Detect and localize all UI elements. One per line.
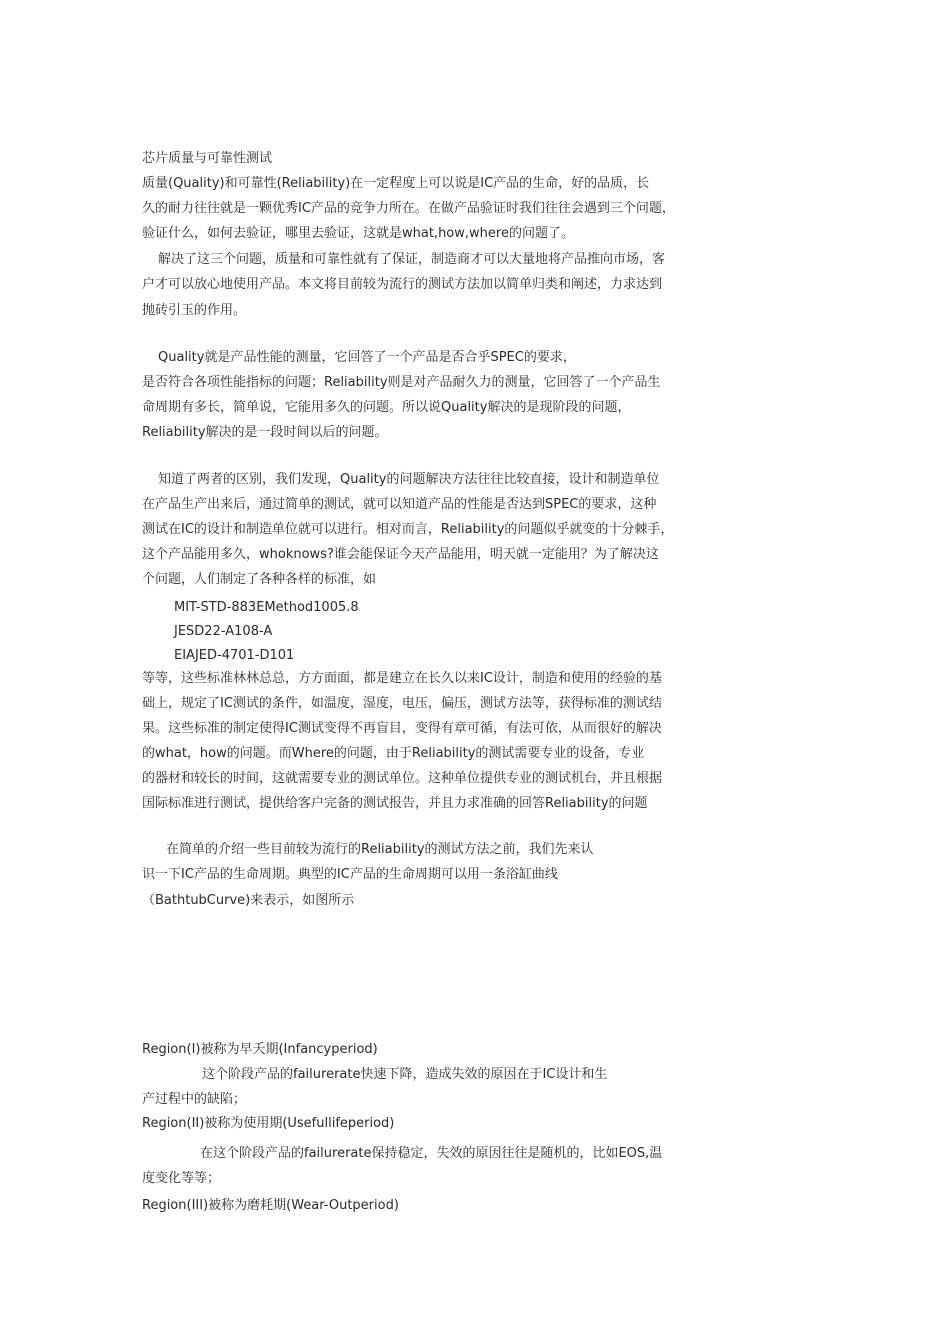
region-2-description: 在这个阶段产品的failurerate保持稳定，失效的原因往往是随机的，比如EOS,温 (200, 1146, 663, 1161)
standards-paragraph-line: 的器材和较长的时间，这就需要专业的测试单位。这种单位提供专业的测试机台，并且根据 (142, 771, 663, 786)
standards-paragraph-line: 等等，这些标准林林总总，方方面面，都是建立在长久以来IC设计，制造和使用的经验的基 (142, 671, 662, 686)
region-3-title: Region(III)被称为磨耗期(Wear-Outperiod) (142, 1198, 399, 1213)
quality-paragraph-line: 是否符合各项性能指标的问题；Reliability则是对产品耐久力的测量，它回答了一个产品生 (142, 375, 661, 390)
region-2-description: 度变化等等； (142, 1171, 221, 1186)
standards-paragraph-line: 国际标准进行测试，提供给客户完备的测试报告，并且力求准确的回答Reliability的问题 (142, 796, 648, 811)
standard-item: EIAJED-4701-D101 (174, 648, 295, 663)
region-1-description: 产过程中的缺陷； (142, 1092, 247, 1107)
standard-item: JESD22-A108-A (174, 624, 273, 639)
intro-line: 质量(Quality)和可靠性(Reliability)在一定程度上可以说是IC产品的生命，好的品质，长 (142, 176, 650, 191)
standard-item: MIT-STD-883EMethod1005.8 (174, 600, 359, 615)
quality-paragraph-line: 命周期有多长，简单说，它能用多久的问题。所以说Quality解决的是现阶段的问题， (142, 400, 631, 415)
region-1-title: Region(I)被称为早夭期(Infancyperiod) (142, 1042, 378, 1057)
intro-line: 久的耐力往往就是一颗优秀IC产品的竞争力所在。在做产品验证时我们往往会遇到三个问题， (142, 201, 675, 216)
difference-paragraph-line: 知道了两者的区别，我们发现，Quality的问题解决方法往往比较直接，设计和制造单位 (158, 472, 660, 487)
standards-paragraph-line: 的what，how的问题。而Where的问题，由于Reliability的测试需要专业的设备，专业 (142, 746, 645, 761)
document-title: 芯片质量与可靠性测试 (142, 151, 273, 166)
lifecycle-paragraph-line: 在简单的介绍一些目前较为流行的Reliability的测试方法之前，我们先来认 (166, 842, 594, 857)
quality-paragraph-line: Quality就是产品性能的测量，它回答了一个产品是否合乎SPEC的要求， (158, 350, 576, 365)
lifecycle-paragraph-line: （BathtubCurve)来表示，如图所示 (142, 893, 355, 908)
intro-line: 抛砖引玉的作用。 (142, 303, 247, 318)
standards-paragraph-line: 础上，规定了IC测试的条件，如温度，湿度，电压，偏压，测试方法等，获得标准的测试结 (142, 696, 662, 711)
quality-paragraph-line: Reliability解决的是一段时间以后的问题。 (142, 425, 388, 440)
difference-paragraph-line: 个问题，人们制定了各种各样的标准，如 (142, 572, 377, 587)
difference-paragraph-line: 测试在IC的设计和制造单位就可以进行。相对而言，Reliability的问题似乎就变的十分棘手， (142, 522, 674, 537)
standards-paragraph-line: 果。这些标准的制定使得IC测试变得不再盲目，变得有章可循，有法可依，从而很好的解决 (142, 721, 662, 736)
region-2-title: Region(II)被称为使用期(Usefullifeperiod) (142, 1116, 395, 1131)
region-1-description: 这个阶段产品的failurerate快速下降，造成失效的原因在于IC设计和生 (202, 1067, 608, 1082)
difference-paragraph-line: 在产品生产出来后，通过简单的测试，就可以知道产品的性能是否达到SPEC的要求，这种 (142, 497, 657, 512)
lifecycle-paragraph-line: 识一下IC产品的生命周期。典型的IC产品的生命周期可以用一条浴缸曲线 (142, 867, 558, 882)
intro-line: 验证什么，如何去验证，哪里去验证，这就是what,how,where的问题了。 (142, 226, 574, 241)
difference-paragraph-line: 这个产品能用多久，whoknows?谁会能保证今天产品能用，明天就一定能用？为了解决这 (142, 547, 659, 562)
intro-line: 户才可以放心地使用产品。本文将目前较为流行的测试方法加以简单归类和阐述，力求达到 (142, 277, 663, 292)
intro-line: 解决了这三个问题，质量和可靠性就有了保证，制造商才可以大量地将产品推向市场，客 (158, 252, 666, 267)
